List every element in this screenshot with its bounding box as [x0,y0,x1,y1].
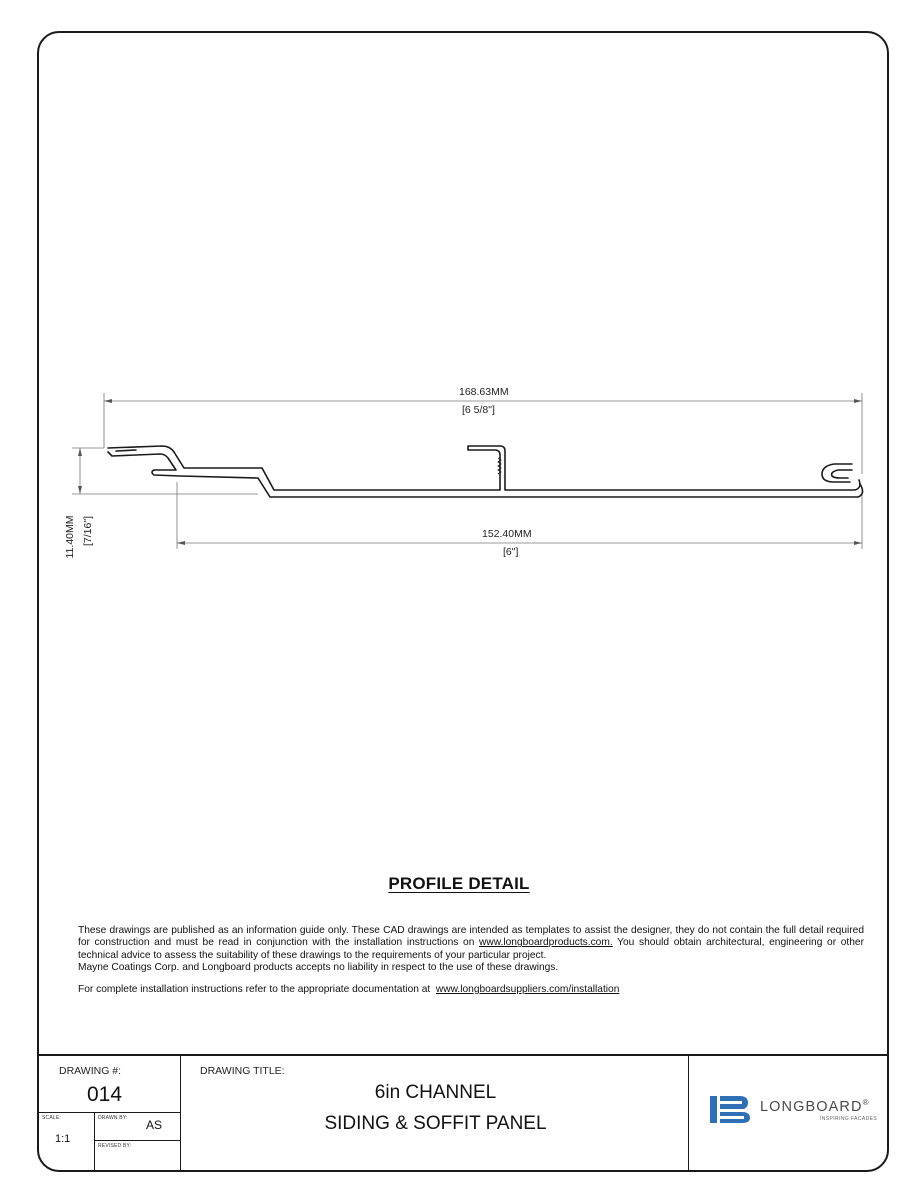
arrow [854,541,862,545]
arrow [177,541,185,545]
logo-registered-mark: ® [862,1098,870,1107]
title-block-divider [180,1055,181,1171]
title-block-divider [94,1112,95,1171]
title-block-divider [688,1055,689,1171]
drawing-title-line2: SIDING & SOFFIT PANEL [324,1113,547,1134]
disclaimer-rest: You should obtain architectural, engineering or other technical advice to assess the suitability of these drawings to the requirements of your particular project. [78,937,864,961]
title-block-top-border [38,1054,888,1056]
arrow [78,448,82,456]
overall-width-in: [6 5/8"] [462,404,495,416]
disclaimer-intro: These drawings are published as an information guide only. These CAD drawings are intended as templates to assist the designer, they do not contain the full detail required for construction and must be read in conjunction with the installation instructions on [78,925,864,949]
drawn-by-value: AS [146,1118,163,1132]
revised-by-label: REVISED BY: [98,1143,132,1149]
dimension-lines [72,393,862,549]
drawing-number: 014 [87,1083,123,1106]
panel-outer-edge [108,446,860,490]
install-reference [78,984,864,996]
drawing-title-line1: 6in CHANNEL [374,1082,497,1103]
logo-tagline: INSPIRING FACADES [820,1116,878,1122]
products-link[interactable]: www.longboardproducts.com. [479,937,613,949]
right-hook-inner [832,470,852,478]
longboard-logo [708,1093,886,1127]
logo-brand: LONGBOARD [760,1098,863,1115]
liability-statement: Mayne Coatings Corp. and Longboard products accepts no liability in respect to the use of these drawings. [78,962,559,974]
installation-link[interactable]: www.longboardsuppliers.com/installation [435,983,620,995]
drawing-title-label: DRAWING TITLE: [200,1065,285,1077]
title-block-divider [94,1140,180,1141]
scale-label: SCALE: [42,1115,61,1121]
longboard-logo-mark-icon [708,1093,754,1127]
exposure-width-mm: 152.40MM [482,528,532,540]
title-block-divider [39,1112,180,1113]
thickness-mm: 11.40MM [64,515,76,559]
arrow [78,486,82,494]
dimension-arrows [78,399,862,545]
right-hook-outer [822,464,852,482]
exposure-width-in: [6"] [503,546,519,558]
overall-width-mm: 168.63MM [459,386,509,398]
arrow [854,399,862,403]
thickness-in: [7/16"] [82,516,94,546]
install-prefix: For complete installation instructions refer to the appropriate documentation at [78,983,431,995]
logo-wordmark [760,1098,870,1115]
disclaimer [78,925,864,996]
drawn-by-label: DRAWN BY: [98,1115,128,1121]
section-title [0,874,918,894]
disclaimer-paragraph [78,925,864,962]
panel-profile [108,446,863,497]
section-title-text: PROFILE DETAIL [388,874,530,893]
scale-value: 1:1 [55,1133,71,1145]
drawing-number-label: DRAWING #: [59,1065,122,1077]
arrow [104,399,112,403]
left-lip [116,450,136,451]
